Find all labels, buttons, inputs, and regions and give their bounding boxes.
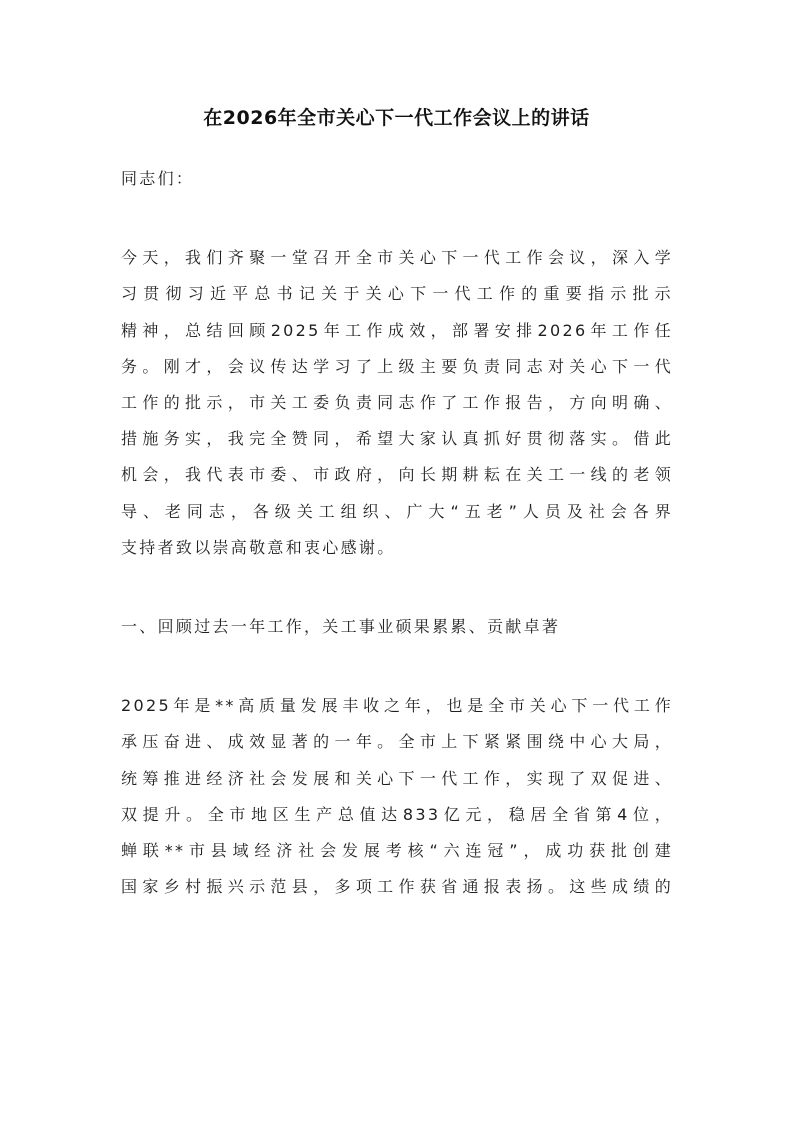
paragraph-review [121,688,673,905]
text-line: 务。刚才，会议传达学习了上级主要负责同志对关心下一代 [121,356,673,376]
paragraph-opening [121,240,673,566]
heading-text: 一、回顾过去一年工作，关工事业硕果累累、贡献卓著 [121,617,561,637]
text-line: 2025年是**高质量发展丰收之年，也是全市关心下一代工作 [121,696,673,716]
document-title: 在2026年全市关心下一代工作会议上的讲话 [203,107,590,129]
text-line: 承压奋进、成效显著的一年。全市上下紧紧围绕中心大局， [121,732,673,752]
text-line: 今天，我们齐聚一堂召开全市关心下一代工作会议，深入学 [121,248,673,268]
text-line: 统筹推进经济社会发展和关心下一代工作，实现了双促进、 [121,768,673,788]
section-heading-1 [121,609,673,645]
text-line: 导、老同志，各级关工组织、广大“五老”人员及社会各界 [121,501,673,521]
text-line: 机会，我代表市委、市政府，向长期耕耘在关工一线的老领 [121,465,673,485]
text-line: 习贯彻习近平总书记关于关心下一代工作的重要指示批示 [121,284,673,304]
text-line: 精神，总结回顾2025年工作成效，部署安排2026年工作任 [121,320,673,340]
text-line: 国家乡村振兴示范县，多项工作获省通报表扬。这些成绩的 [121,877,673,897]
salutation: 同志们： [121,169,195,188]
text-line: 支持者致以崇高敬意和衷心感谢。 [121,537,396,557]
document-body [121,161,673,948]
text-line: 双提升。全市地区生产总值达833亿元，稳居全省第4位， [121,804,673,824]
text-line: 蝉联**市县域经济社会发展考核“六连冠”，成功获批创建 [121,841,673,861]
text-line: 措施务实，我完全赞同，希望大家认真抓好贯彻落实。借此 [121,429,673,449]
text-line: 工作的批示，市关工委负责同志作了工作报告，方向明确、 [121,393,673,413]
